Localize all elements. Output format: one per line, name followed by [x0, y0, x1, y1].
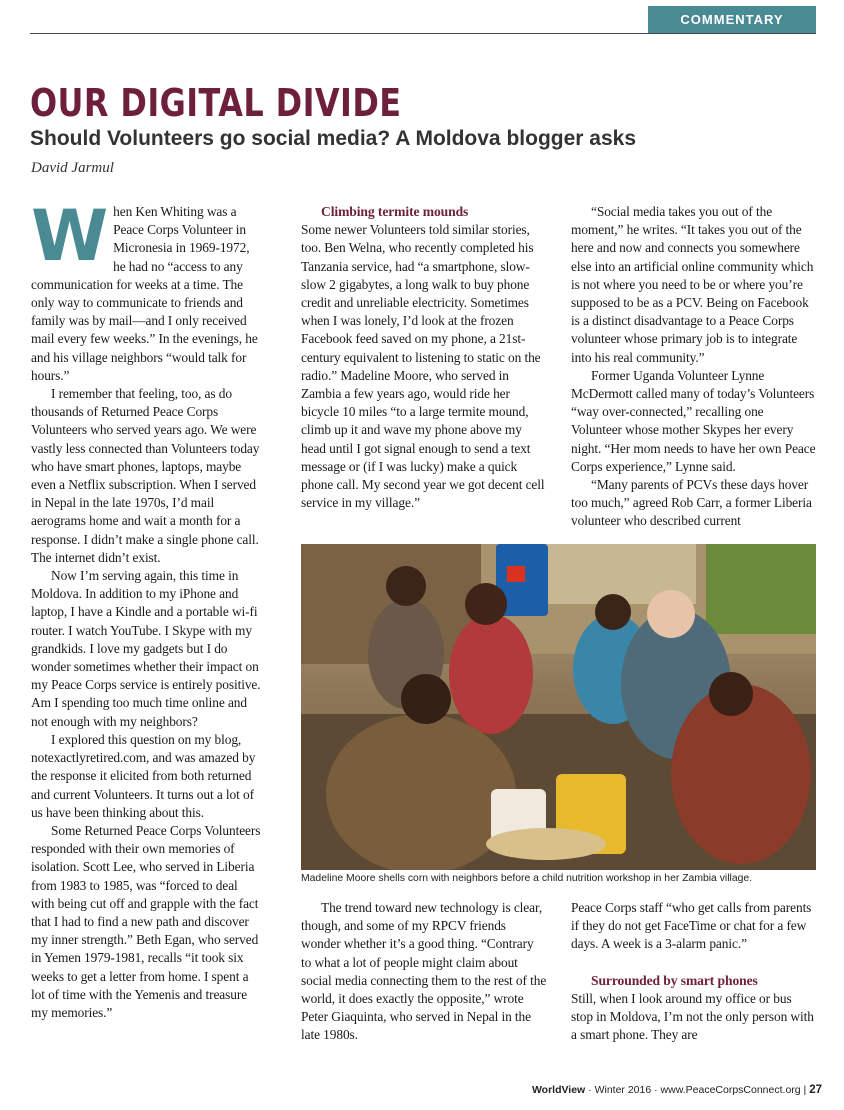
article-column-2-lower: [301, 899, 547, 1045]
paragraph: I remember that feeling, too, as do thousands of Returned Peace Corps Volunteers who served years ago. We were vastly less connected than Volunteers today who have smart phones, laptops, maybe even a Netflix subscription. When I served in Nepal in the late 1970s, I’d mail aerograms home and wait a month for a response. I didn’t make a single phone call. The internet didn’t exist.: [31, 386, 260, 565]
section-subhead: Surrounded by smart phones: [591, 972, 758, 988]
paragraph: When Ken Whiting was a Peace Corps Volunteer in Micronesia in 1969-1972, he had no “access to any communication for weeks at a time. The only way to communicate to friends and family was by mail—and I only received mail every few weeks.” In the evenings, he and his village neighbors “would talk for hours.”: [31, 195, 258, 383]
section-subhead: Climbing termite mounds: [321, 204, 469, 219]
paragraph: Peace Corps staff “who get calls from parents if they do not get FaceTime or chat for a few days. A week is a 3-alarm panic.”: [571, 900, 812, 952]
section-label: COMMENTARY: [648, 6, 816, 33]
paragraph: I explored this question on my blog, notexactlyretired.com, and was amazed by the response it elicited from both returned and current Volunteers. It turns out a lot of us have been thinking about this.: [31, 731, 256, 820]
article-column-1: [31, 195, 263, 1022]
paragraph: The trend toward new technology is clear, though, and some of my RPCV friends wonder whether it’s a good thing. “Contrary to what a lot of people might claim about social media connecting them to the rest of the world, it does exactly the opposite,” wrote Peter Giaquinta, who served in Nepal in the late 1980s.: [301, 900, 547, 1043]
separator: |: [803, 1084, 810, 1096]
separator: ·: [588, 1084, 595, 1096]
paragraph: Still, when I look around my office or bus stop in Moldova, I’m not the only person with a smart phone. They are: [571, 990, 814, 1043]
article-column-3-lower: [571, 899, 816, 1044]
page-footer: [532, 1084, 822, 1096]
paragraph: “Social media takes you out of the moment,” he writes. “It takes you out of the here and now and connects you somewhere else into an artificial online community which is not where you need to be or where you’re supposed to be as a PCV. Being on Facebook is a distinct disadvantage to a Peace Corps volunteer whose primary job is to integrate into his real community.”: [571, 204, 814, 365]
separator: ·: [654, 1084, 661, 1096]
author-byline: David Jarmul: [31, 160, 114, 176]
paragraph: Some Returned Peace Corps Volunteers responded with their own memories of isolation. Scott Lee, who served in Liberia from 1983 to 1985, was “forced to deal with being cut off and grapple with the fact that I had to find a new path and discover my inner strength.” Beth Egan, who served in Yemen 1979-1981, recalls “it took six weeks to get a letter from home. I spent a lot of time with the Yemenis and treasure my memories.”: [31, 822, 261, 1020]
article-subtitle: Should Volunteers go social media? A Moldova blogger asks: [30, 127, 636, 150]
article-column-2: [301, 203, 547, 512]
article-title: OUR DIGITAL DIVIDE: [30, 81, 402, 125]
article-photo: [301, 544, 816, 870]
website-link[interactable]: www.PeaceCorpsConnect.org: [660, 1084, 801, 1096]
paragraph: Now I’m serving again, this time in Moldova. In addition to my iPhone and laptop, I have a Kindle and a portable wi-fi router. I watch YouTube. I Skype with my grandkids. I love my gadgets but I do wonder sometimes whether their impact on my Peace Corps service is entirely positive. Am I spending too much time online and not enough with my neighbors?: [31, 568, 261, 729]
paragraph: Former Uganda Volunteer Lynne McDermott called many of today’s Volunteers “way over-connected,” recalling one Volunteer whose mother Skypes her every night. “Her mom needs to have her own Peace Corps experience,” Lynne said.: [571, 367, 816, 474]
header-rule: [30, 33, 816, 34]
article-column-3: [571, 203, 816, 531]
photo-illustration: [301, 544, 816, 870]
issue-date: Winter 2016: [594, 1084, 652, 1096]
page-number: 27: [809, 1084, 822, 1096]
paragraph: “Many parents of PCVs these days hover too much,” agreed Rob Carr, a former Liberia volunteer who described current: [571, 477, 812, 529]
drop-cap: W: [31, 195, 109, 277]
paragraph: Some newer Volunteers told similar stories, too. Ben Welna, who recently completed his Tanzania service, had “a smartphone, slow-slow 2 gigabytes, a long walk to buy phone credit and unreliable electricity. Sometimes when I was lonely, I’d look at the frozen Facebook feed saved on my phone, a 21st-century equivalent to listening to static on the radio.” Madeline Moore, who served in Zambia a few years ago, would ride her bicycle 10 miles “to a large termite mound, climb up it and wave my phone above my head until I got signal enough to send a text message or (if I was lucky) make a quick phone call. My second year we got decent cell service in my village.”: [301, 222, 545, 511]
photo-caption: Madeline Moore shells corn with neighbors before a child nutrition workshop in her Zambia village.: [301, 873, 753, 884]
magazine-name: WorldView: [531, 1084, 586, 1096]
